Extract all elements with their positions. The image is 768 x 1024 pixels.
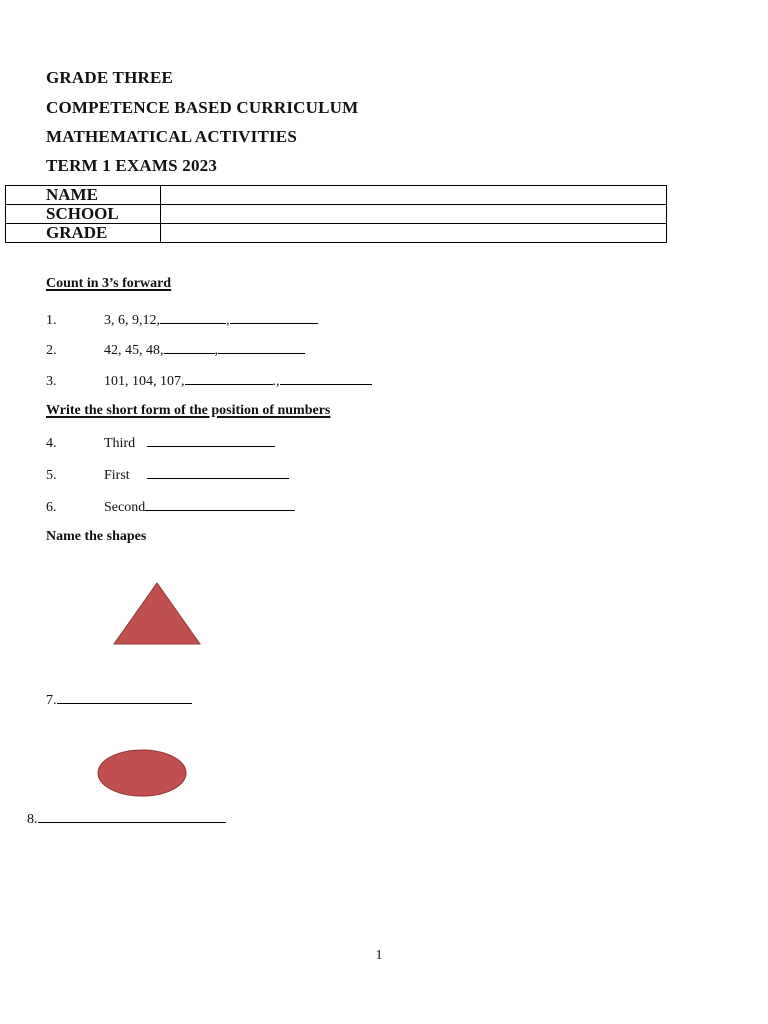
question-2 <box>46 340 305 359</box>
question-number: 4. <box>46 436 57 451</box>
answer-blank[interactable] <box>218 340 305 354</box>
separator: , <box>214 343 218 358</box>
question-text: Third <box>104 436 136 451</box>
page-number: 1 <box>375 948 383 963</box>
question-8 <box>27 809 226 828</box>
exam-heading: TERM 1 EXAMS 2023 <box>46 156 218 175</box>
answer-blank[interactable] <box>164 340 215 354</box>
subject-heading: MATHEMATICAL ACTIVITIES <box>46 127 297 146</box>
answer-blank[interactable] <box>147 433 275 447</box>
question-number: 8. <box>27 812 38 827</box>
school-label: SCHOOL <box>6 205 161 224</box>
student-info-table <box>5 185 667 243</box>
question-text: First <box>104 468 130 483</box>
curriculum-heading: COMPETENCE BASED CURRICULUM <box>46 98 359 117</box>
answer-blank[interactable] <box>230 310 318 324</box>
section-shapes-title: Name the shapes <box>46 529 147 544</box>
question-number: 5. <box>46 468 57 483</box>
question-number: 2. <box>46 343 57 358</box>
grade-label: GRADE <box>6 224 161 243</box>
question-text: 3, 6, 9,12, <box>104 313 160 328</box>
answer-blank[interactable] <box>185 371 273 385</box>
question-number: 6. <box>46 500 57 515</box>
question-4 <box>46 433 275 452</box>
answer-blank[interactable] <box>145 497 295 511</box>
question-7 <box>46 690 192 709</box>
answer-blank[interactable] <box>160 310 226 324</box>
answer-blank[interactable] <box>147 465 289 479</box>
question-text: 42, 45, 48, <box>104 343 164 358</box>
name-field[interactable] <box>161 186 667 205</box>
table-row <box>6 186 667 205</box>
question-text: 101, 104, 107, <box>104 374 185 389</box>
question-text: Second <box>104 500 146 515</box>
separator: ., <box>272 374 280 389</box>
table-row <box>6 224 667 243</box>
answer-blank[interactable] <box>57 690 192 704</box>
question-number: 7. <box>46 693 57 708</box>
table-row <box>6 205 667 224</box>
question-5 <box>46 465 289 484</box>
name-label: NAME <box>6 186 161 205</box>
section-position-title: Write the short form of the position of numbers <box>46 403 331 418</box>
grade-field[interactable] <box>161 224 667 243</box>
question-3 <box>46 371 372 390</box>
question-number: 1. <box>46 313 57 328</box>
answer-blank[interactable] <box>38 809 226 823</box>
school-field[interactable] <box>161 205 667 224</box>
separator: , <box>226 313 230 328</box>
grade-heading: GRADE THREE <box>46 68 174 87</box>
question-1 <box>46 310 318 329</box>
answer-blank[interactable] <box>280 371 372 385</box>
question-number: 3. <box>46 374 57 389</box>
section-count-title: Count in 3’s forward <box>46 276 172 291</box>
oval-shape <box>96 748 188 800</box>
question-6 <box>46 497 295 516</box>
triangle-shape <box>112 581 202 647</box>
